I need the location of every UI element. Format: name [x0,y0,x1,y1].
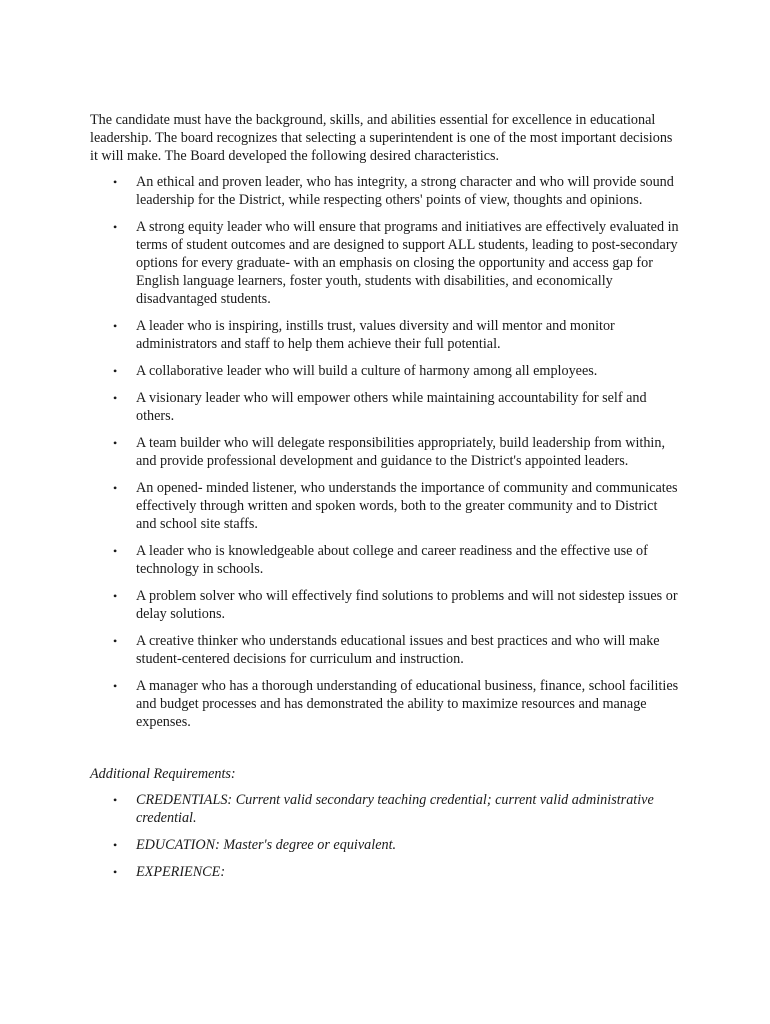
list-item [90,587,680,623]
bullet-icon: • [113,544,118,558]
requirement-education: EDUCATION: Master's degree or equivalent. [136,837,397,853]
list-item-text: A visionary leader who will empower others while maintaining accountability for self and others. [136,390,647,424]
requirements-list [90,791,680,881]
list-item [90,632,680,668]
bullet-icon: • [113,634,118,648]
bullet-icon: • [113,220,118,234]
list-item [90,791,680,827]
list-item-text: A collaborative leader who will build a culture of harmony among all employees. [136,363,598,379]
additional-requirements-heading: Additional Requirements: [90,766,236,782]
bullet-icon: • [113,481,118,495]
list-item [90,317,680,353]
list-item-text: A creative thinker who understands educational issues and best practices and who will make student-centered decisions for curriculum and instruction. [136,633,660,667]
list-item [90,173,680,209]
list-item [90,677,680,731]
bullet-icon: • [113,391,118,405]
bullet-icon: • [113,436,118,450]
intro-paragraph: The candidate must have the background, skills, and abilities essential for excellence in educational leadership. The board recognizes that selecting a superintendent is one of the most important decisions it will make. The Board developed the following desired characteristics. [90,112,673,164]
bullet-icon: • [113,865,118,879]
list-item [90,389,680,425]
bullet-icon: • [113,838,118,852]
requirement-experience: EXPERIENCE: [136,864,226,880]
bullet-icon: • [113,364,118,378]
list-item-text: An ethical and proven leader, who has integrity, a strong character and who will provide sound leadership for the District, while respecting others' points of view, thoughts and opinions. [136,174,674,208]
document-content [90,111,680,890]
list-item [90,836,680,854]
list-item-text: A leader who is knowledgeable about college and career readiness and the effective use of technology in schools. [136,543,648,577]
bullet-icon: • [113,793,118,807]
bullet-icon: • [113,679,118,693]
bullet-icon: • [113,589,118,603]
list-item-text: An opened- minded listener, who understands the importance of community and communicates effectively through written and spoken words, both to the greater community and to District and school site staffs. [136,480,678,532]
characteristics-list [90,173,680,731]
list-item [90,434,680,470]
requirement-credentials: CREDENTIALS: Current valid secondary teaching credential; current valid administrative credential. [136,792,654,826]
list-item-text: A team builder who will delegate responsibilities appropriately, build leadership from within, and provide professional development and guidance to the District's appointed leaders. [136,435,666,469]
list-item-text: A strong equity leader who will ensure that programs and initiatives are effectively evaluated in terms of student outcomes and are designed to support ALL students, leading to post-secondary options for every graduate- with an emphasis on closing the opportunity and access gap for English language learners, foster youth, students with disabilities, and economically disadvantaged students. [136,219,679,307]
list-item [90,362,680,380]
list-item [90,542,680,578]
list-item [90,863,680,881]
list-item-text: A problem solver who will effectively find solutions to problems and will not sidestep issues or delay solutions. [136,588,678,622]
list-item-text: A leader who is inspiring, instills trust, values diversity and will mentor and monitor administrators and staff to help them achieve their full potential. [136,318,615,352]
list-item [90,218,680,308]
list-item-text: A manager who has a thorough understanding of educational business, finance, school facilities and budget processes and has demonstrated the ability to maximize resources and manage expenses. [136,678,679,730]
bullet-icon: • [113,319,118,333]
list-item [90,479,680,533]
bullet-icon: • [113,175,118,189]
